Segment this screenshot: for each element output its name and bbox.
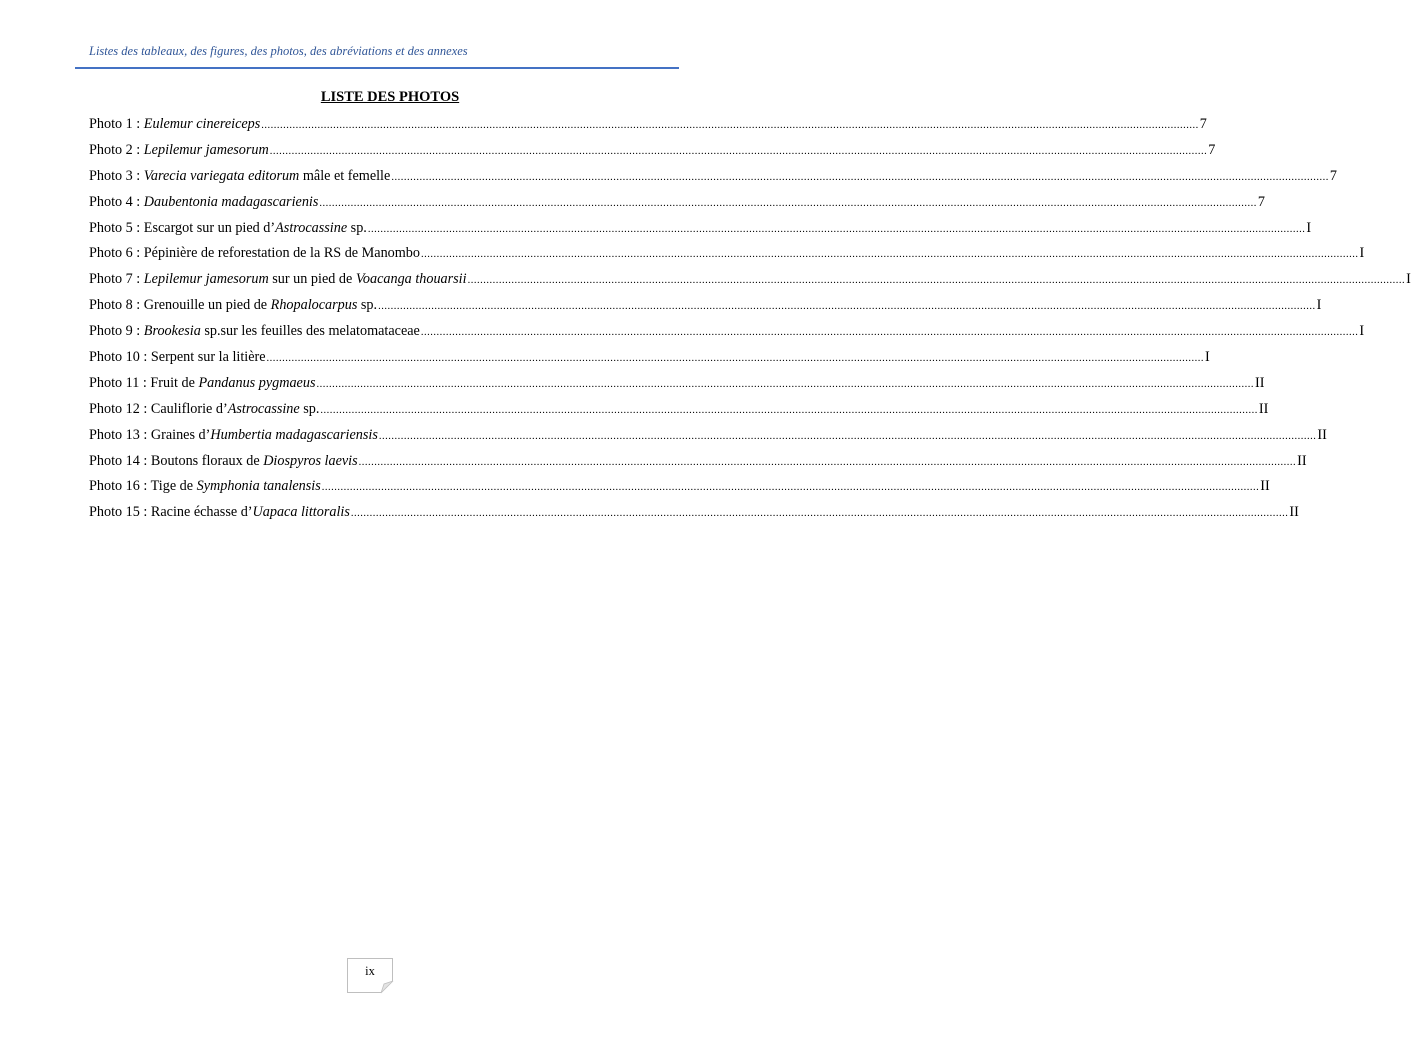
entry-page-number: II	[1254, 374, 1265, 391]
dot-leader: ............................................................................................................................................................................................................................................................................................................	[391, 171, 1329, 183]
entry-text: Photo 4 : Daubentonia madagascarienis	[89, 193, 319, 210]
entry-text: Photo 14 : Boutons floraux de Diospyros laevis	[89, 452, 358, 469]
dot-leader: ............................................................................................................................................................................................................................................................................................................	[266, 353, 1205, 365]
entry-text: Photo 16 : Tige de Symphonia tanalensis	[89, 478, 321, 495]
dot-leader: ............................................................................................................................................................................................................................................................................................................	[420, 327, 1359, 339]
entry-page-number: I	[1359, 245, 1365, 262]
entry-text: Photo 2 : Lepilemur jamesorum	[89, 141, 269, 158]
entry-page-number: II	[1289, 504, 1299, 521]
dot-leader: ............................................................................................................................................................................................................................................................................................................	[320, 404, 1258, 416]
entry-page-number: II	[1258, 400, 1269, 417]
list-item	[89, 269, 1411, 295]
list-item	[89, 218, 1312, 244]
entry-page-number: 7	[1199, 116, 1207, 132]
entry-text: Photo 5 : Escargot sur un pied d’Astrocassine sp.	[89, 219, 367, 236]
photo-list	[89, 114, 1411, 528]
running-header: Listes des tableaux, des figures, des photos, des abréviations et des annexes	[89, 44, 468, 58]
entry-page-number: I	[1406, 271, 1411, 288]
list-item	[89, 451, 1307, 477]
dot-leader: ............................................................................................................................................................................................................................................................................................................	[378, 430, 1317, 442]
entry-text: Photo 15 : Racine échasse d’Uapaca littoralis	[89, 504, 350, 521]
list-item	[89, 192, 1265, 218]
entry-text: Photo 13 : Graines d’Humbertia madagascariensis	[89, 426, 378, 443]
dot-leader: ............................................................................................................................................................................................................................................................................................................	[321, 482, 1260, 494]
entry-text: Photo 11 : Fruit de Pandanus pygmaeus	[89, 374, 316, 391]
entry-text: Photo 6 : Pépinière de reforestation de la RS de Manombo	[89, 245, 420, 262]
entry-text: Photo 8 : Grenouille un pied de Rhopalocarpus sp.	[89, 297, 378, 314]
list-item	[89, 502, 1299, 528]
entry-text: Photo 9 : Brookesia sp.sur les feuilles des melatomataceae	[89, 323, 420, 340]
list-item	[89, 425, 1327, 451]
list-item	[89, 140, 1216, 166]
list-item	[89, 347, 1210, 373]
page-curl-icon	[381, 981, 393, 993]
entry-text: Photo 12 : Cauliflorie d’Astrocassine sp.	[89, 400, 320, 417]
entry-page-number: II	[1297, 452, 1307, 469]
entry-text: Photo 1 : Eulemur cinereiceps	[89, 116, 261, 132]
list-item	[89, 373, 1265, 399]
list-item	[89, 243, 1365, 269]
dot-leader: ............................................................................................................................................................................................................................................................................................................	[269, 145, 1208, 157]
page-number: ix	[365, 964, 375, 978]
entry-page-number: 7	[1257, 193, 1265, 210]
entry-text: Photo 7 : Lepilemur jamesorum sur un pied de Voacanga thouarsii	[89, 271, 467, 288]
dot-leader: ............................................................................................................................................................................................................................................................................................................	[378, 301, 1316, 313]
dot-leader: ............................................................................................................................................................................................................................................................................................................	[367, 223, 1306, 235]
dot-leader: ............................................................................................................................................................................................................................................................................................................	[350, 508, 1289, 520]
entry-page-number: 7	[1329, 167, 1337, 184]
dot-leader: ............................................................................................................................................................................................................................................................................................................	[420, 249, 1359, 261]
list-item	[89, 321, 1365, 347]
entry-page-number: I	[1359, 323, 1365, 340]
entry-text: Photo 10 : Serpent sur la litière	[89, 349, 266, 366]
entry-page-number: I	[1205, 349, 1210, 366]
list-item	[89, 295, 1322, 321]
entry-page-number: II	[1317, 426, 1327, 443]
entry-page-number: I	[1316, 297, 1322, 314]
dot-leader: ............................................................................................................................................................................................................................................................................................................	[467, 275, 1406, 287]
entry-page-number: 7	[1208, 141, 1216, 158]
entry-page-number: I	[1306, 219, 1312, 236]
list-item	[89, 399, 1269, 425]
dot-leader: ............................................................................................................................................................................................................................................................................................................	[261, 120, 1199, 131]
page-title: LISTE DES PHOTOS	[320, 89, 460, 105]
header-divider	[75, 67, 679, 69]
list-item	[89, 476, 1270, 502]
list-item	[89, 114, 1207, 140]
dot-leader: ............................................................................................................................................................................................................................................................................................................	[358, 456, 1297, 468]
list-item	[89, 166, 1337, 192]
page-number-box	[347, 958, 393, 993]
entry-text: Photo 3 : Varecia variegata editorum mâle et femelle	[89, 167, 391, 184]
entry-page-number: II	[1260, 478, 1270, 495]
dot-leader: ............................................................................................................................................................................................................................................................................................................	[319, 197, 1257, 209]
dot-leader: ............................................................................................................................................................................................................................................................................................................	[316, 378, 1254, 390]
